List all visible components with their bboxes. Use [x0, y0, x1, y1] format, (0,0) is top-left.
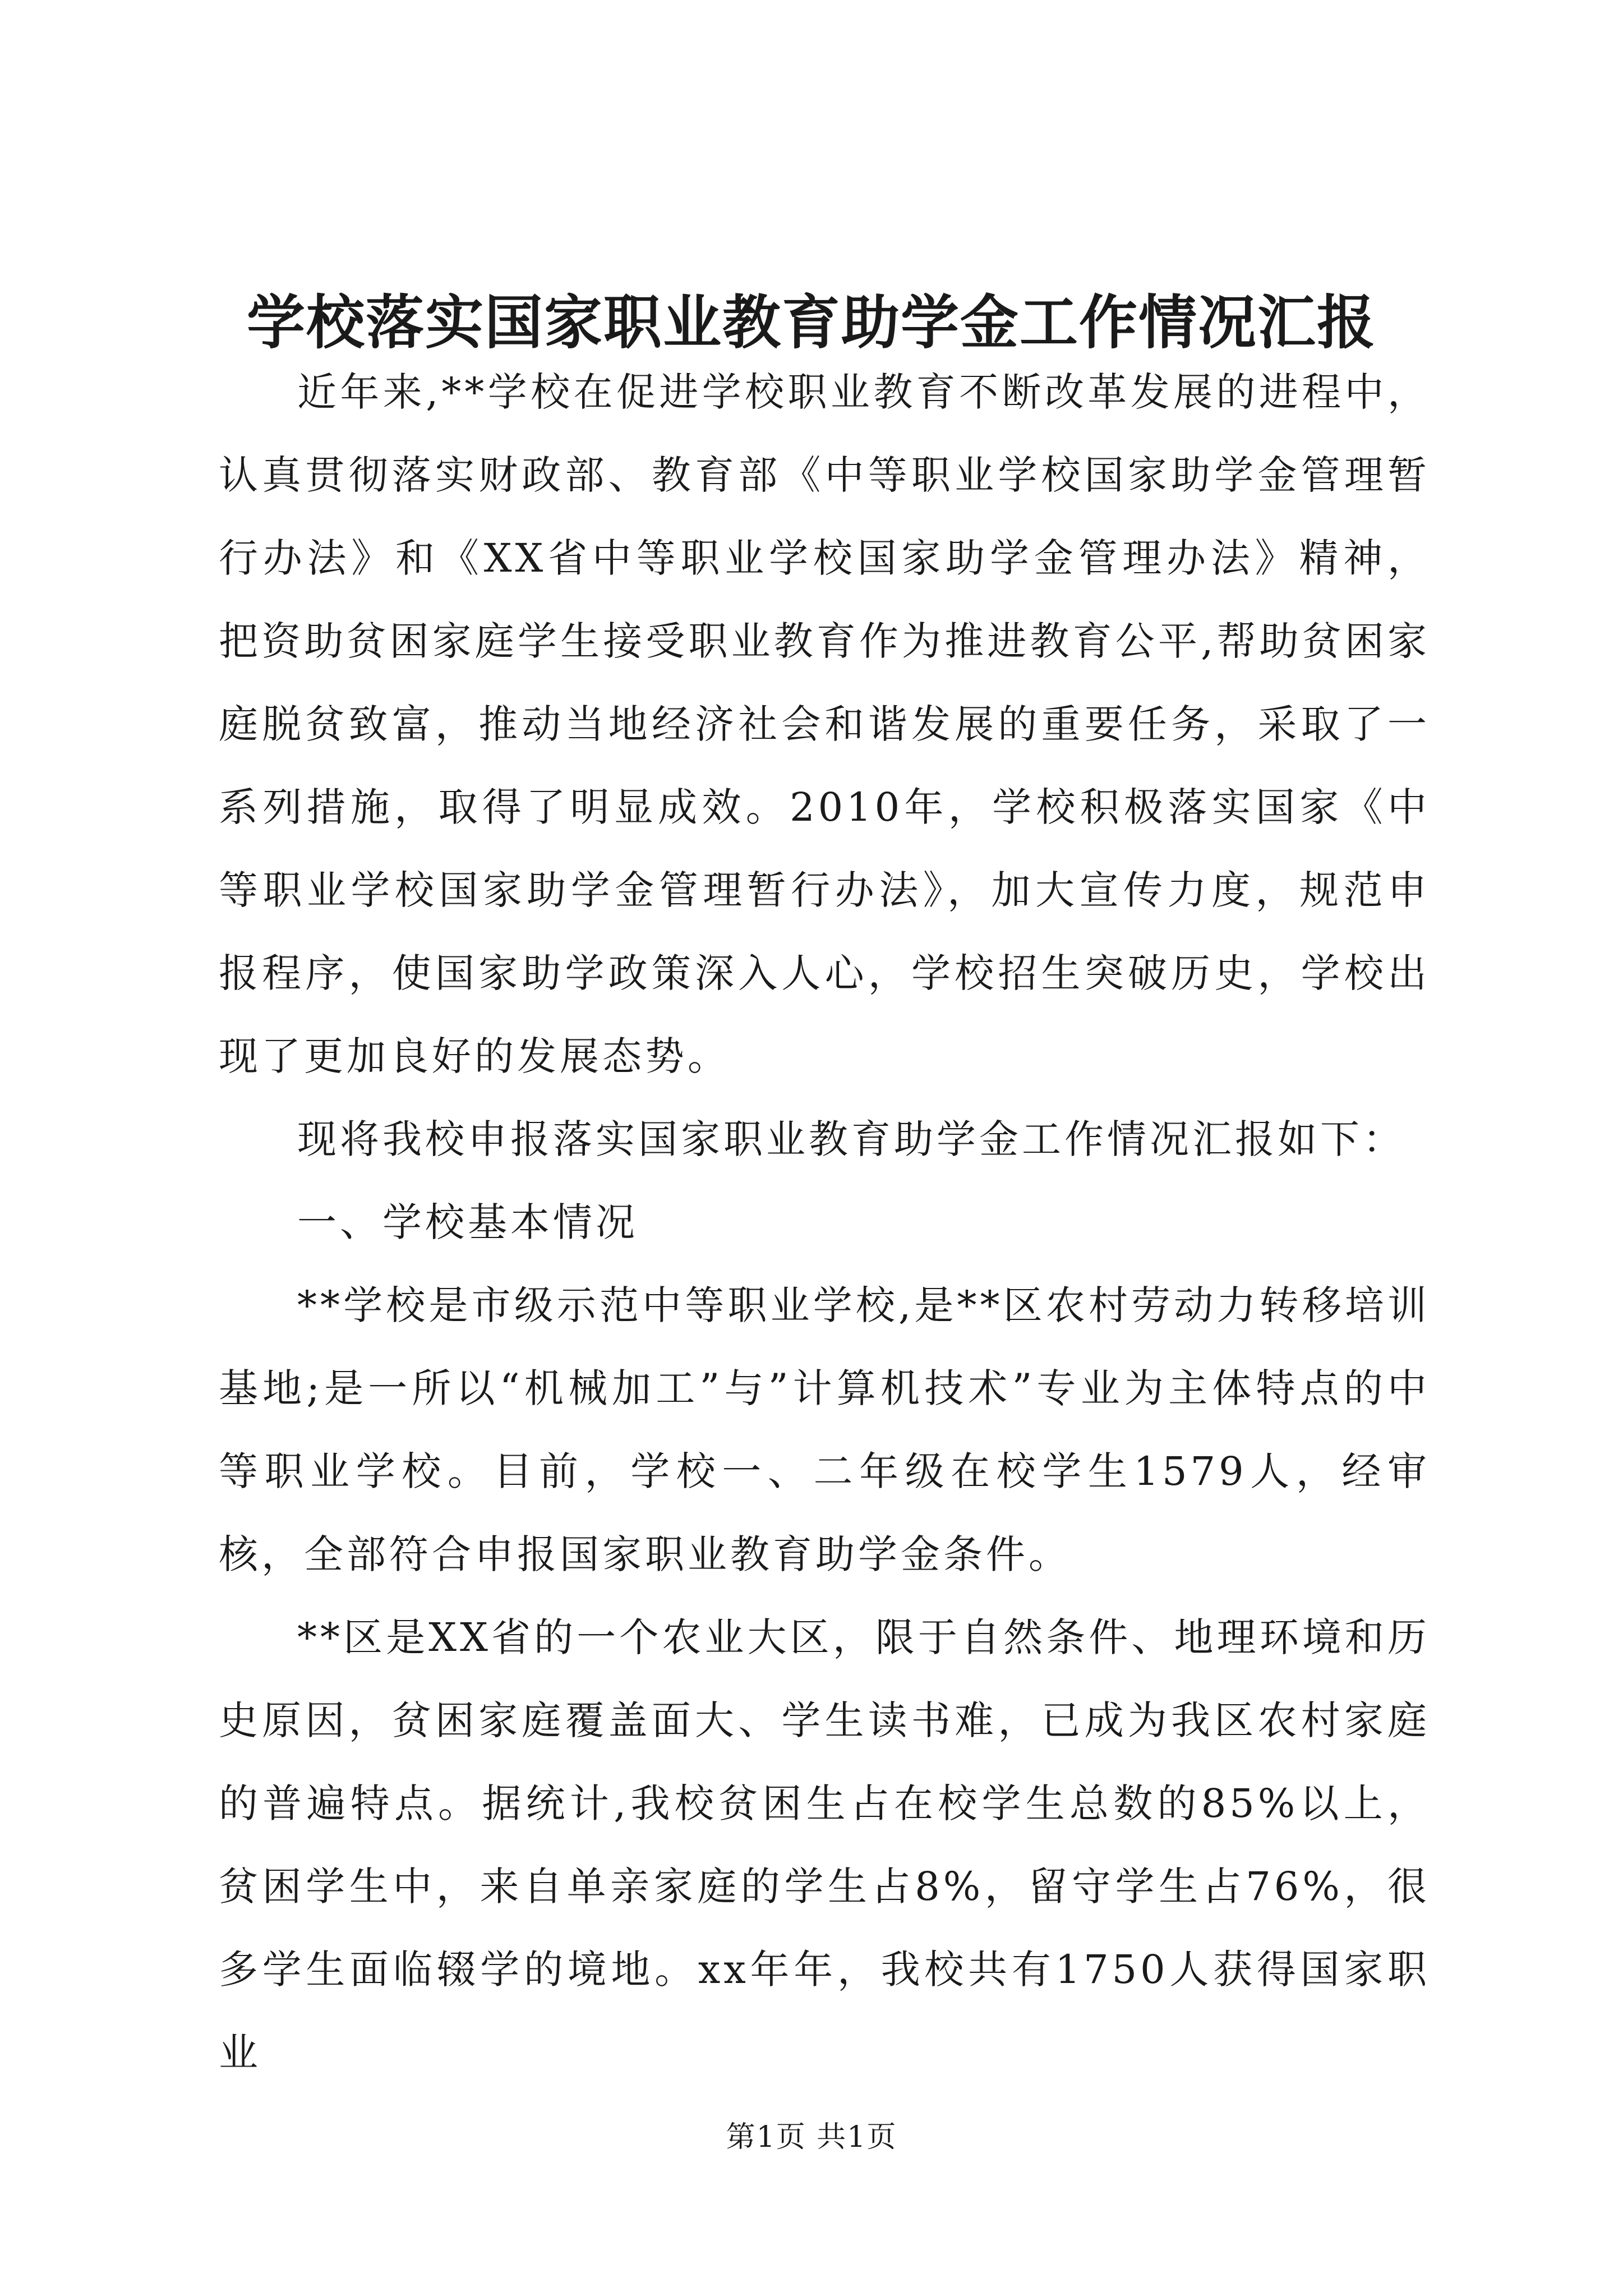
paragraph-district-info: **区是XX省的一个农业大区，限于自然条件、地理环境和历史原因，贫困家庭覆盖面大、学生读书难，已成为我区农村家庭的普遍特点。据统计,我校贫困生占在校学生总数的85%以上，贫困学生中，来自单亲家庭的学生占8%，留守学生占76%，很多学生面临辍学的境地。xx年年，我校共有1750人获得国家职业 — [219, 1614, 1430, 2076]
section-heading-basic-info: 一、学校基本情况 — [297, 1199, 638, 1245]
document-title: 学校落实国家职业教育助学金工作情况汇报 — [246, 288, 1376, 357]
paragraph-report-lead: 现将我校申报落实国家职业教育助学金工作情况汇报如下： — [297, 1116, 1405, 1162]
paragraph-school-info: **学校是市级示范中等职业学校,是**区农村劳动力转移培训基地;是一所以“机械加工”与”计算机技术”专业为主体特点的中等职业学校。目前，学校一、二年级在校学生1579人，经审核，全部符合申报国家职业教育助学金条件。 — [219, 1282, 1430, 1577]
paragraph-intro: 近年来,**学校在促进学校职业教育不断改革发展的进程中，认真贯彻落实财政部、教育部《中等职业学校国家助学金管理暂行办法》和《XX省中等职业学校国家助学金管理办法》精神，把资助贫困家庭学生接受职业教育作为推进教育公平,帮助贫困家庭脱贫致富，推动当地经济社会和谐发展的重要任务，采取了一系列措施，取得了明显成效。2010年，学校积极落实国家《中等职业学校国家助学金管理暂行办法》，加大宣传力度，规范申报程序，使国家助学政策深入人心，学校招生突破历史，学校出现了更加良好的发展态势。 — [219, 369, 1430, 1079]
document-body — [219, 351, 1430, 2094]
page-footer: 第1页 共1页 — [726, 2120, 897, 2154]
